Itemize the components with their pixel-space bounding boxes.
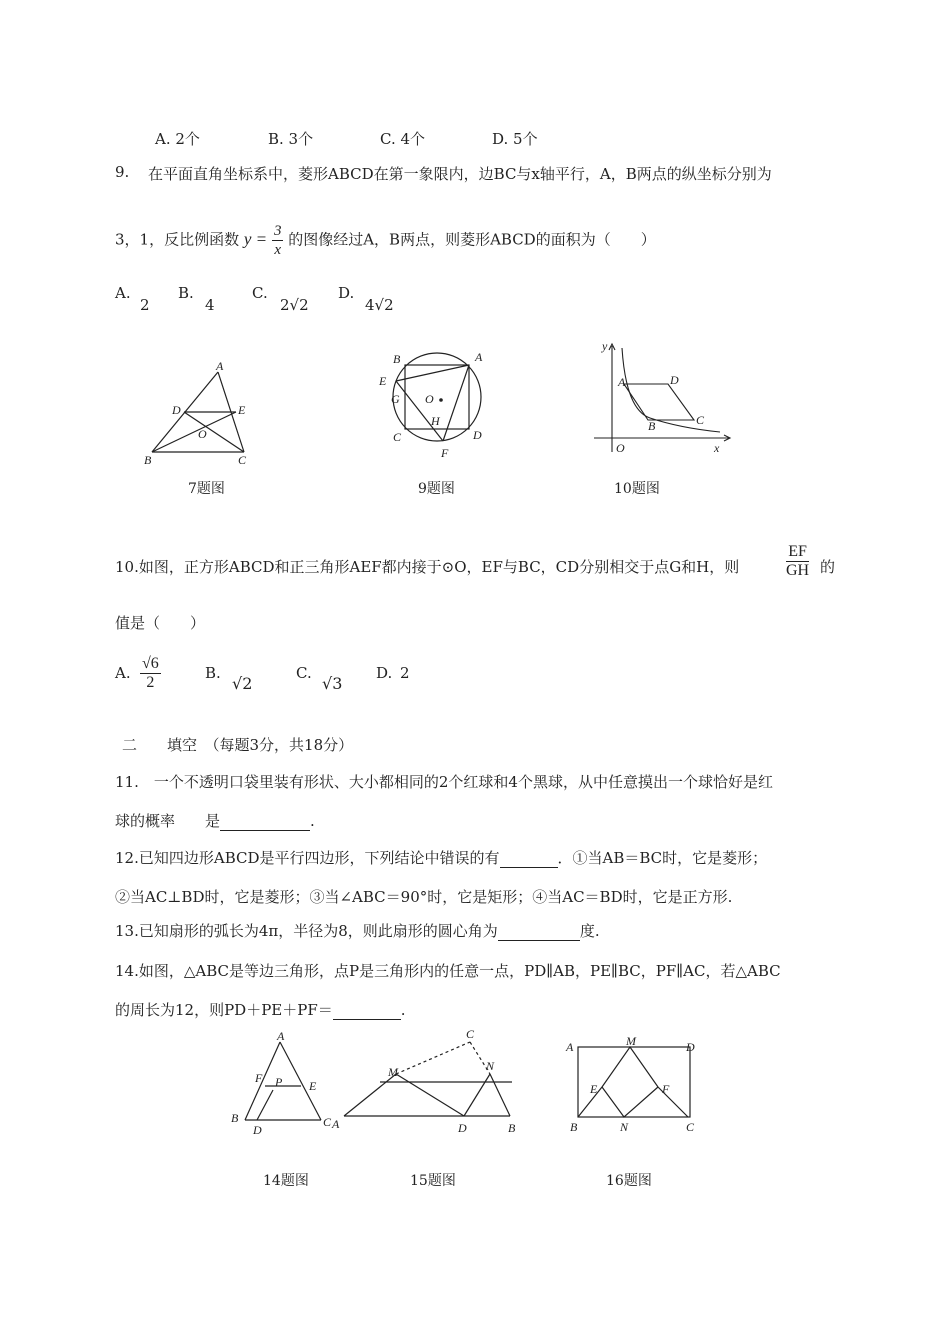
fig9-label-c: C	[393, 430, 402, 444]
fig7-label-e: E	[238, 403, 246, 417]
q8-option-c: C. 4个	[380, 130, 426, 148]
fig9-label-g: G	[391, 392, 400, 406]
q11-answer-blank[interactable]	[220, 812, 310, 831]
fig10-label-o: O	[616, 441, 625, 455]
fig14-label-p: P	[275, 1075, 283, 1089]
caption-fig7: 7题图	[188, 481, 225, 497]
fig15-label-c: C	[466, 1028, 475, 1041]
q14-line1: 14.如图，△ABC是等边三角形，点P是三角形内的任意一点，PD∥AB，PE∥BC，PF∥AC，若△ABC	[115, 962, 781, 980]
fig14-label-a: A	[277, 1030, 285, 1043]
q10-frac-num: EF	[786, 543, 809, 562]
q13-pre: 13.已知扇形的弧长为4π，半径为8，则此扇形的圆心角为	[115, 922, 498, 940]
q14-line2	[115, 999, 406, 1020]
figure-16	[560, 1035, 700, 1135]
q9-option-b-label: B.	[178, 284, 194, 302]
q9-line2-pre: 3，1，反比例函数	[115, 230, 240, 249]
q10-line2: 值是（ ）	[115, 614, 206, 632]
fig16-label-f: F	[662, 1082, 670, 1096]
fig16-label-m: M	[626, 1035, 636, 1048]
q9-line2-post: 的图像经过A，B两点，则菱形ABCD的面积为（ ）	[288, 230, 656, 249]
q9-option-a-label: A.	[115, 284, 131, 302]
fig15-label-m: M	[388, 1065, 398, 1079]
caption-fig15: 15题图	[410, 1173, 456, 1189]
q10-option-c-value: √3	[322, 674, 343, 693]
q9-option-c-label: C.	[252, 284, 268, 302]
fig14-label-d: D	[253, 1123, 262, 1137]
q13-line	[115, 920, 600, 941]
fig7-label-d: D	[172, 403, 181, 417]
q11-line1: 11. 一个不透明口袋里装有形状、大小都相同的2个红球和4个黑球，从中任意摸出一个球恰好是红	[115, 773, 773, 791]
q10-option-a-den: 2	[146, 674, 155, 691]
q10-frac-den: GH	[786, 562, 810, 579]
figure-14	[225, 1030, 345, 1140]
q10-option-d-label: D.	[376, 664, 393, 682]
q14-line2-pre: 的周长为12，则PD＋PE＋PF＝	[115, 1001, 333, 1019]
fig14-label-c: C	[323, 1115, 332, 1129]
fig15-label-n: N	[486, 1059, 495, 1073]
q8-option-b: B. 3个	[268, 130, 314, 148]
fig16-label-a: A	[566, 1040, 574, 1054]
q11-line2	[115, 810, 315, 831]
q12-line1	[115, 847, 767, 868]
figure-7	[140, 360, 260, 470]
fig15-label-d: D	[458, 1121, 467, 1135]
q10-option-a-fraction	[140, 655, 161, 692]
figure-15	[330, 1028, 530, 1143]
fig7-label-c: C	[238, 453, 247, 467]
fig7-label-a: A	[216, 360, 224, 373]
q12-line1-post: ．①当AB＝BC时，它是菱形；	[557, 849, 768, 867]
fig9-label-d: D	[473, 428, 482, 442]
q12-line2: ②当AC⊥BD时，它是菱形；③当∠ABC＝90°时，它是矩形；④当AC＝BD时，它是正方形.	[115, 888, 733, 906]
q9-func-lhs: y =	[243, 229, 268, 249]
q10-tail: 的	[820, 558, 836, 576]
fig10-label-a: A	[618, 375, 626, 389]
fig9-label-b: B	[393, 352, 401, 366]
fig14-label-b: B	[231, 1111, 239, 1125]
q10-option-b-label: B.	[205, 664, 221, 682]
q12-answer-blank[interactable]	[500, 849, 558, 868]
fig10-label-x: x	[714, 441, 720, 455]
q9-option-a-value: 2	[140, 296, 150, 314]
fig9-label-f: F	[441, 446, 449, 460]
q9-func-num: 3	[273, 223, 282, 239]
q9-option-c-value: 2√2	[280, 296, 309, 314]
figure-10	[590, 340, 740, 460]
q9-func-fraction	[272, 222, 284, 259]
q10-option-c-label: C.	[296, 664, 312, 682]
fig9-label-e: E	[379, 374, 387, 388]
section2-title: 二 填空 （每题3分，共18分）	[122, 736, 354, 754]
fig10-label-d: D	[670, 373, 679, 387]
q11-tail: .	[310, 812, 315, 830]
q10-option-a-label: A.	[115, 664, 131, 682]
fig15-label-b: B	[508, 1121, 516, 1135]
fig7-label-o: O	[198, 427, 207, 441]
fig10-label-c: C	[696, 413, 705, 427]
fig14-label-e: E	[309, 1079, 317, 1093]
fig16-label-e: E	[590, 1082, 598, 1096]
fig9-label-a: A	[475, 350, 483, 364]
fig16-label-d: D	[686, 1040, 695, 1054]
q11-line2-text: 球的概率 是	[115, 812, 221, 830]
figure-9	[375, 345, 495, 465]
q9-line2	[115, 222, 656, 259]
caption-fig9: 9题图	[418, 481, 455, 497]
q9-option-b-value: 4	[205, 296, 215, 314]
fig10-label-y: y	[602, 340, 608, 353]
q9-option-d-label: D.	[338, 284, 355, 302]
q9-func-den: x	[274, 242, 282, 258]
q9-line1: 在平面直角坐标系中，菱形ABCD在第一象限内，边BC与x轴平行，A，B两点的纵坐标分别为	[148, 165, 772, 183]
fig9-label-o: O	[425, 392, 434, 406]
fig10-label-b: B	[648, 419, 656, 433]
q10-option-d-value: 2	[400, 664, 410, 682]
fig7-label-b: B	[144, 453, 152, 467]
q10-fraction	[786, 543, 809, 580]
q14-line2-post: .	[400, 1001, 406, 1019]
q12-line1-pre: 12.已知四边形ABCD是平行四边形，下列结论中错误的有	[115, 849, 500, 867]
q14-answer-blank[interactable]	[333, 1001, 401, 1020]
fig15-label-a: A	[332, 1117, 340, 1131]
q9-number: 9.	[115, 163, 130, 181]
q10-option-b-value: √2	[232, 674, 253, 693]
q13-answer-blank[interactable]	[498, 922, 580, 941]
caption-fig10: 10题图	[614, 481, 660, 497]
q10-option-a-num: √6	[142, 655, 159, 672]
fig16-label-n: N	[620, 1120, 629, 1134]
fig16-label-c: C	[686, 1120, 695, 1134]
q8-option-d: D. 5个	[492, 130, 538, 148]
q10-text: 10.如图，正方形ABCD和正三角形AEF都内接于⊙O，EF与BC，CD分别相交于点G和H，则	[115, 558, 740, 576]
caption-fig14: 14题图	[263, 1173, 309, 1189]
q9-option-d-value: 4√2	[365, 296, 394, 314]
fig16-label-b: B	[570, 1120, 578, 1134]
caption-fig16: 16题图	[606, 1173, 652, 1189]
fig14-label-f: F	[255, 1071, 263, 1085]
q13-post: 度.	[579, 922, 600, 940]
q8-option-a: A. 2个	[155, 130, 200, 148]
fig9-label-h: H	[431, 414, 440, 428]
